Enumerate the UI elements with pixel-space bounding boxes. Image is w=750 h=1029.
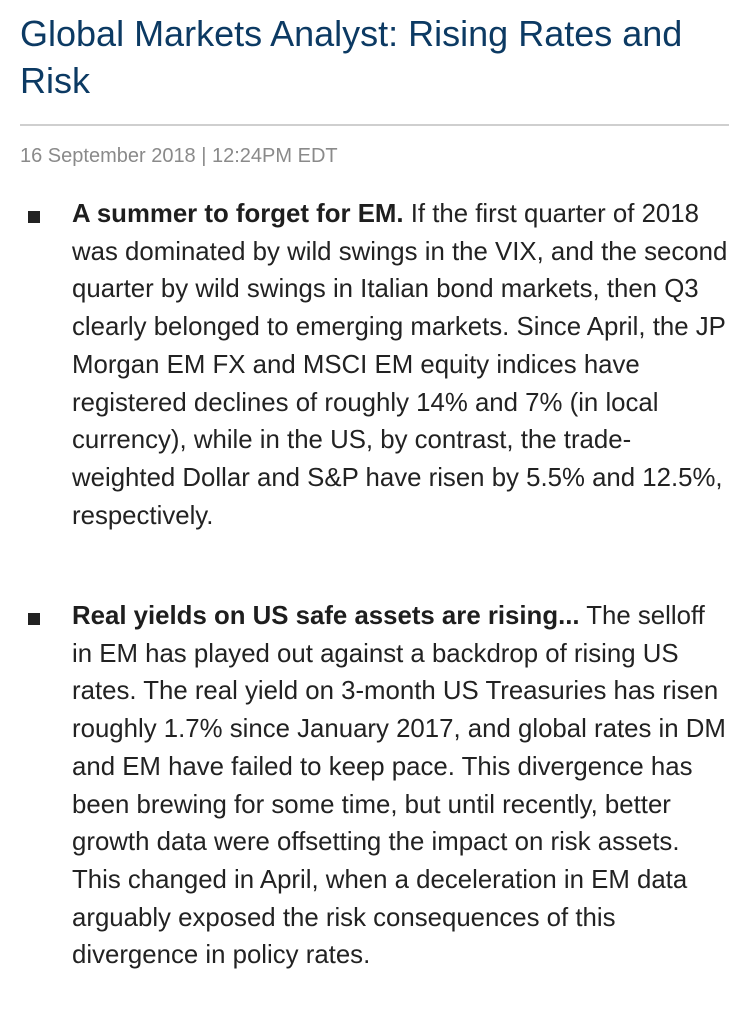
article-title: Global Markets Analyst: Rising Rates and Risk [20,13,683,101]
bullet-lead: A summer to forget for EM. [72,200,404,228]
bullet-lead: Real yields on US safe assets are rising... [72,602,580,630]
square-bullet-icon [28,613,40,625]
bullet-body: If the first quarter of 2018 was dominated by wild swings in the VIX, and the second quarter by wild swings in Italian bond markets, then Q3 clearly belonged to emerging markets. Since April, the JP Morgan EM FX and MSCI EM equity indices have registered declines of roughly 14% and 7% (in local currency), while in the US, by contrast, the trade-weighted Dollar and S&P have risen by 5.5% and 12.5%, respectively. [72,200,728,530]
square-bullet-icon [28,211,40,223]
bullet-body: The selloff in EM has played out against a backdrop of rising US rates. The real yield on 3-month US Treasuries has risen roughly 1.7% since January 2017, and global rates in DM and EM have failed to keep pace. This divergence has been brewing for some time, but until recently, better growth data were offsetting the impact on risk assets. This changed in April, when a deceleration in EM data arguably exposed the risk consequences of this divergence in policy rates. [72,602,726,970]
bullet-paragraph [72,196,732,535]
article-dateline: 16 September 2018 | 12:24PM EDT [20,145,338,167]
bullet-paragraph [72,598,732,975]
